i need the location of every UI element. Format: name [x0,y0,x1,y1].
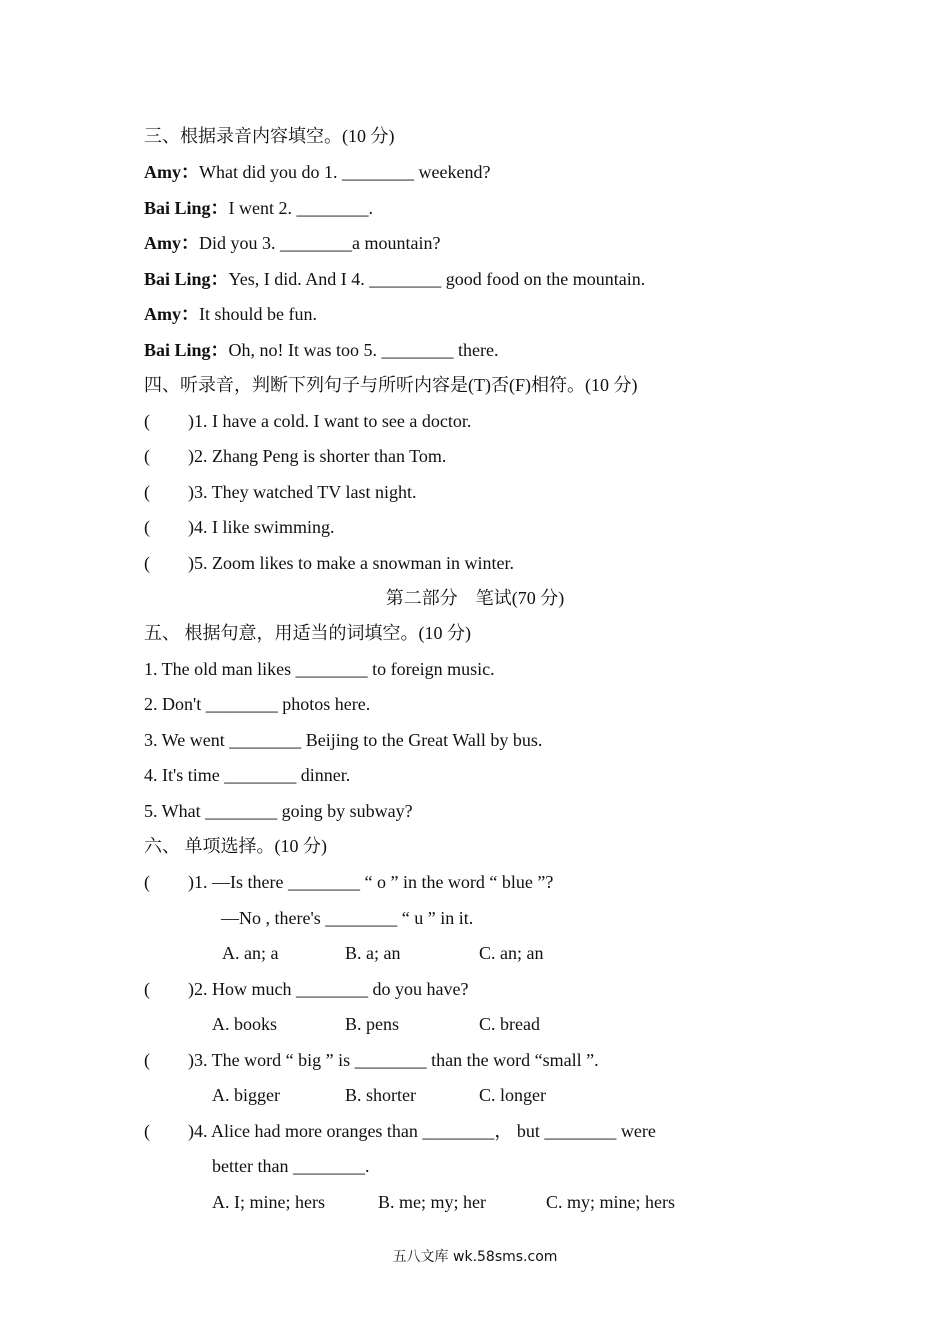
dialog-line-1 [144,161,490,183]
question-text: —No , there's ________ “ u ” in it. [221,908,474,928]
option-a: A. bigger [212,1085,280,1105]
answer-paren: ( [144,482,150,502]
option-c: C. my; mine; hers [546,1192,675,1212]
fill-item: 3. We went ________ Beijing to the Great Wall by bus. [144,730,543,750]
dialog-text: Yes, I did. And I 4. ________ good food on the mountain. [228,269,646,289]
fill-item: 1. The old man likes ________ to foreign music. [144,659,495,679]
answer-paren: ( [144,553,150,573]
option-a: A. books [212,1014,278,1034]
dialog-text: Oh, no! It was too 5. ________ there. [228,340,499,360]
dialog-line-6 [144,339,499,361]
answer-paren: ( [144,1121,150,1141]
speaker: Bai Ling： [144,198,229,218]
judge-text: )4. I like swimming. [188,517,335,537]
speaker: Amy： [144,162,199,182]
speaker: Amy： [144,233,199,253]
option-c: C. longer [479,1085,546,1105]
judge-item [144,445,446,467]
judge-text: )2. Zhang Peng is shorter than Tom. [188,446,447,466]
question-text: )2. How much ________ do you have? [188,979,469,999]
dialog-line-4 [144,268,645,290]
judge-item [144,552,514,574]
fill-item: 4. It's time ________ dinner. [144,765,351,785]
option-b: B. a; an [345,943,401,963]
answer-paren: ( [144,1050,150,1070]
question-text: )4. Alice had more oranges than ________， but ________ were [188,1121,656,1141]
part2-title: 第二部分 笔试(70 分) [385,588,565,608]
choice-q2 [144,978,468,1000]
option-b: B. me; my; her [378,1192,486,1212]
option-a: A. an; a [222,943,279,963]
judge-text: )3. They watched TV last night. [188,482,417,502]
judge-item [144,516,335,538]
answer-paren: ( [144,411,150,431]
dialog-line-3 [144,232,440,254]
answer-paren: ( [144,446,150,466]
choice-q4 [144,1120,656,1142]
dialog-text: It should be fun. [199,304,317,324]
dialog-text: I went 2. ________. [228,198,374,218]
dialog-line-2 [144,197,373,219]
fill-item: 5. What ________ going by subway? [144,801,413,821]
judge-text: )1. I have a cold. I want to see a doctor. [188,411,472,431]
section5-heading: 五、 根据句意，用适当的词填空。(10 分) [144,623,471,643]
option-c: C. bread [479,1014,540,1034]
option-b: B. pens [345,1014,399,1034]
speaker: Bai Ling： [144,269,229,289]
judge-text: )5. Zoom likes to make a snowman in winter. [188,553,514,573]
speaker: Amy： [144,304,199,324]
answer-paren: ( [144,517,150,537]
option-b: B. shorter [345,1085,416,1105]
option-c: C. an; an [479,943,544,963]
dialog-text: What did you do 1. ________ weekend? [199,162,491,182]
speaker: Bai Ling： [144,340,229,360]
question-text: )1. —Is there ________ “ o ” in the word “ blue ”? [188,872,554,892]
judge-item [144,481,416,503]
choice-q3 [144,1049,599,1071]
dialog-text: Did you 3. ________a mountain? [199,233,441,253]
section6-heading: 六、 单项选择。(10 分) [144,836,327,856]
dialog-line-5 [144,303,317,325]
judge-item [144,410,471,432]
footer-watermark: 五八文库 wk.58sms.com [392,1249,558,1265]
question-text: better than ________. [212,1156,370,1176]
answer-paren: ( [144,872,150,892]
option-a: A. I; mine; hers [212,1192,325,1212]
question-text: )3. The word “ big ” is ________ than the word “small ”. [188,1050,599,1070]
section3-heading: 三、根据录音内容填空。(10 分) [144,126,395,146]
choice-q1 [144,871,553,893]
fill-item: 2. Don't ________ photos here. [144,694,371,714]
section4-heading: 四、听录音，判断下列句子与所听内容是(T)否(F)相符。(10 分) [144,375,638,395]
answer-paren: ( [144,979,150,999]
